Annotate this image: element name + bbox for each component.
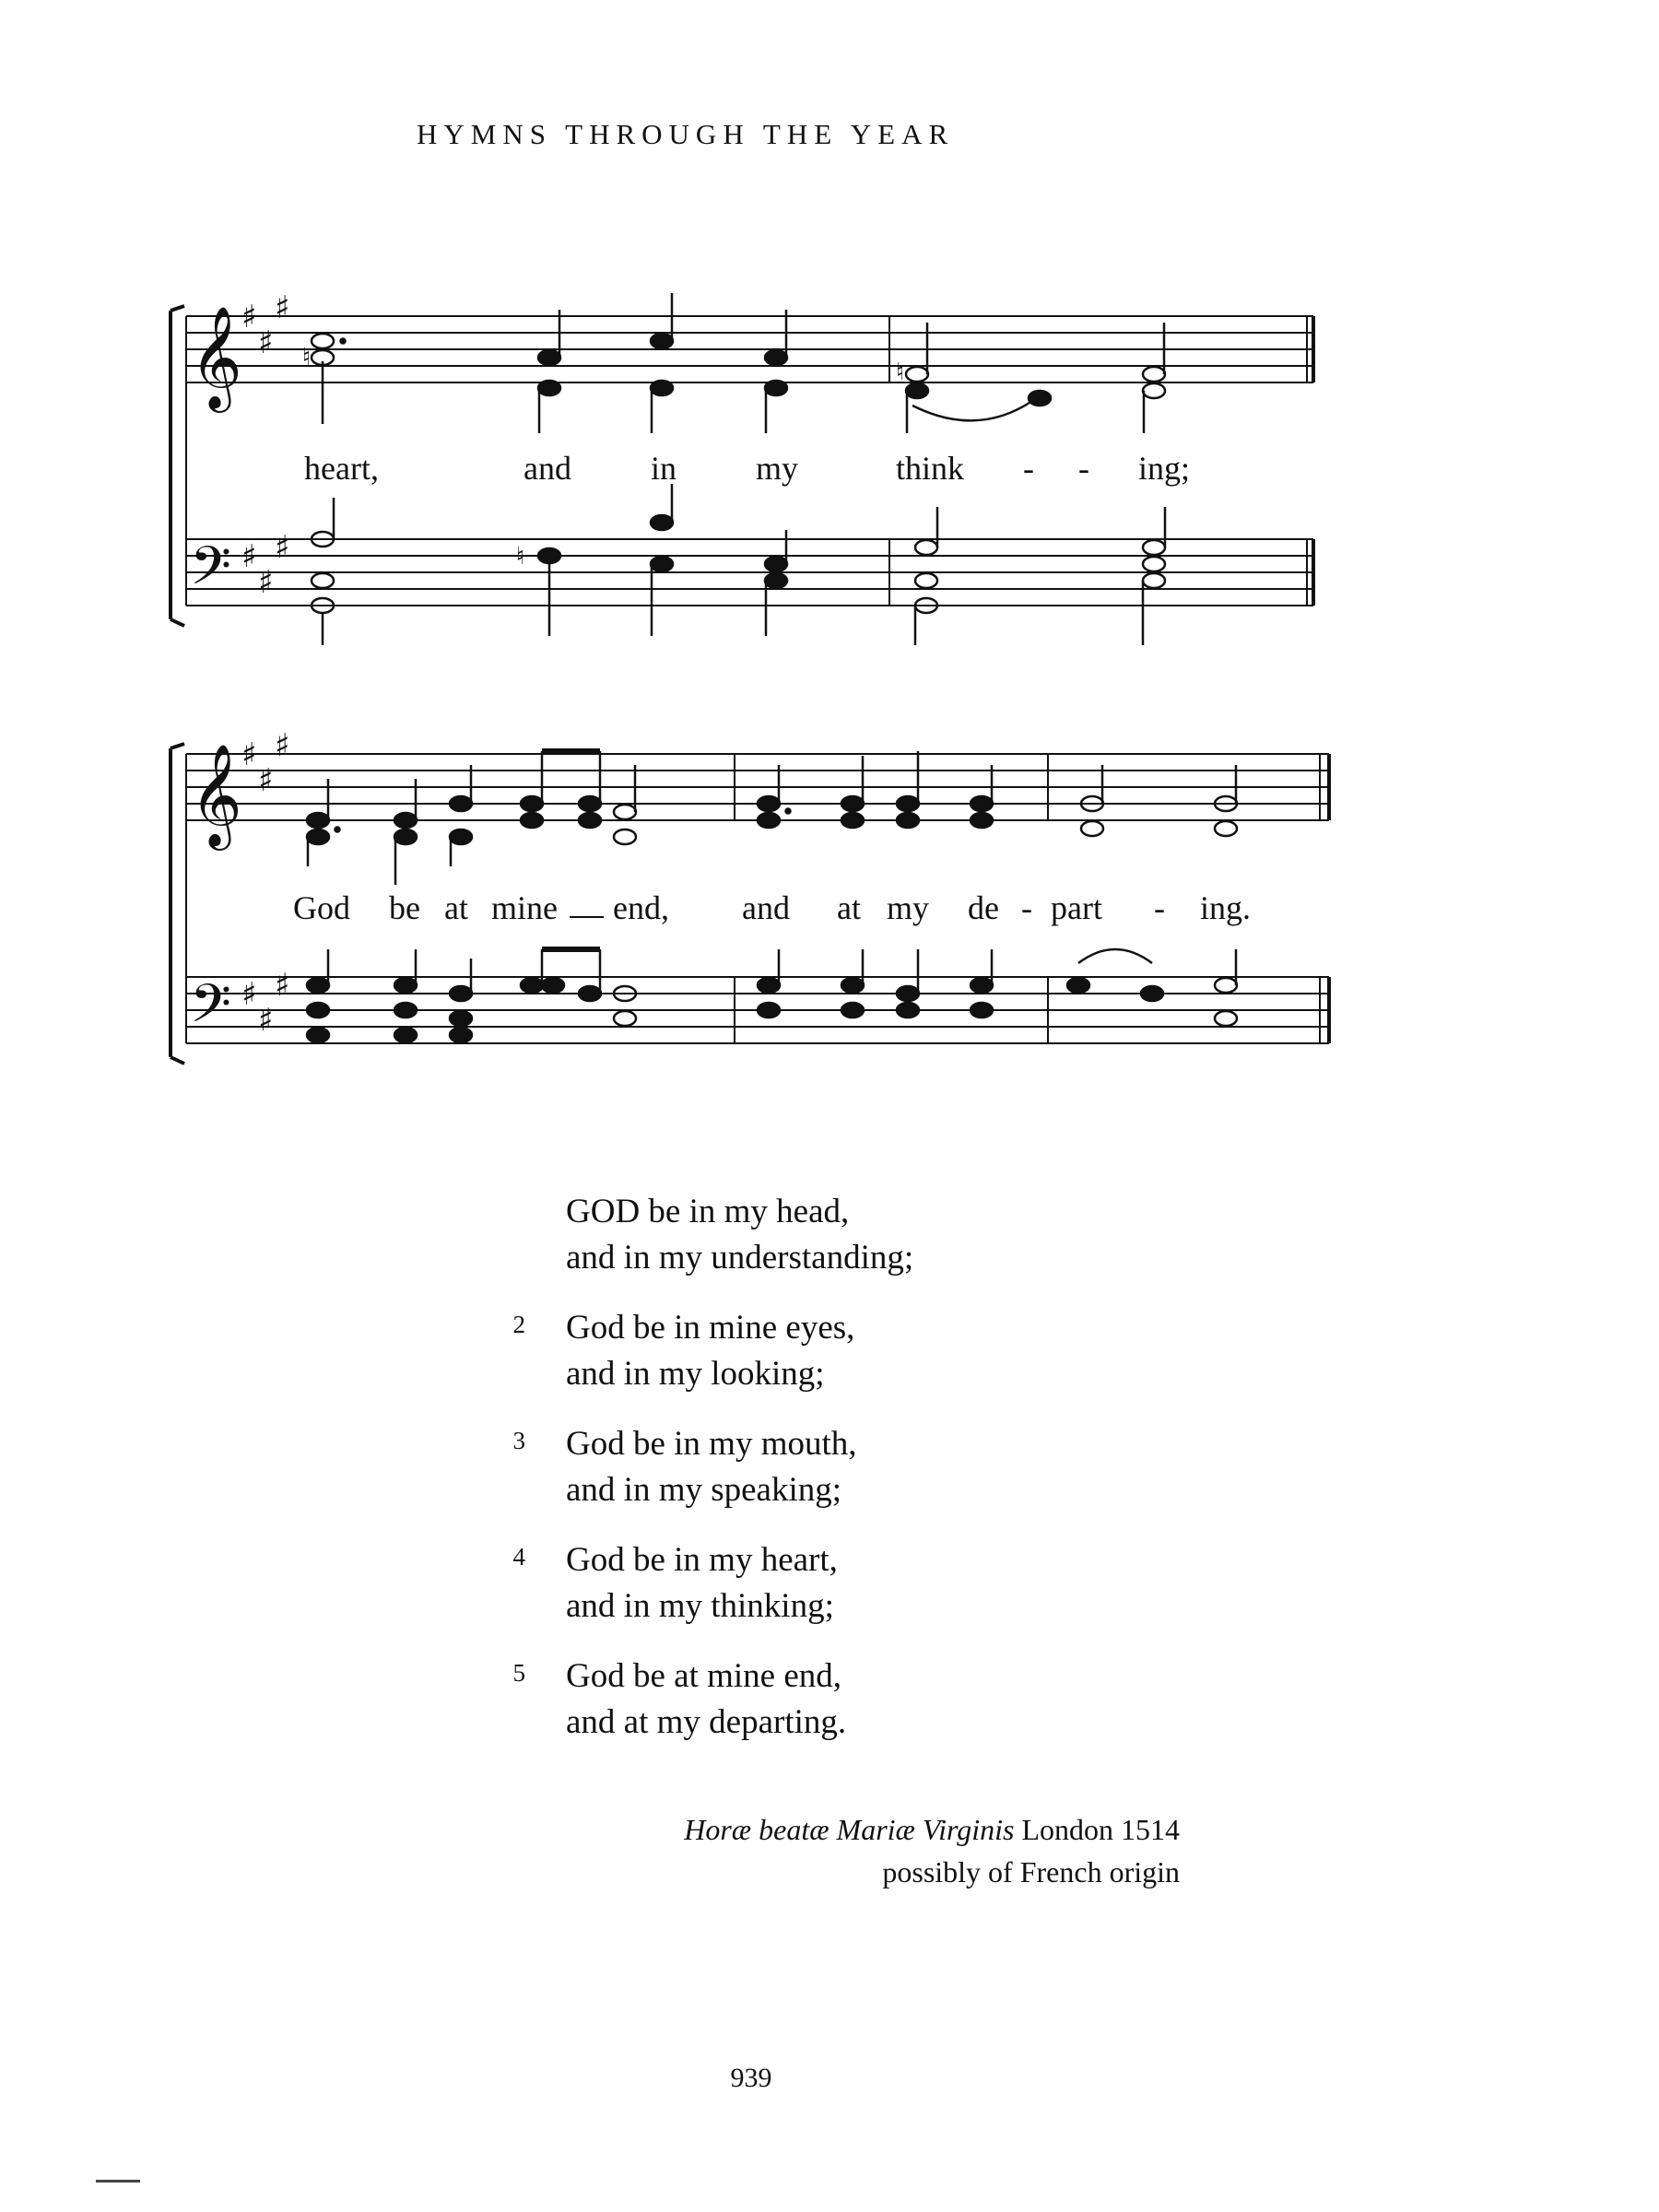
verse-3 bbox=[488, 1421, 1318, 1513]
origin-note: possibly of French origin bbox=[882, 1855, 1180, 1888]
lyric-syllable: God bbox=[293, 889, 350, 926]
lyric-syllable: heart, bbox=[304, 450, 379, 487]
lyric-syllable: my bbox=[887, 889, 930, 926]
key-signature-sharps bbox=[241, 289, 289, 1039]
lyric-syllable: think bbox=[896, 450, 965, 487]
system-2-lyrics bbox=[293, 889, 1251, 926]
svg-text:♯: ♯ bbox=[275, 529, 290, 566]
system-1-notes bbox=[302, 293, 1165, 645]
lyric-syllable: - bbox=[1023, 450, 1034, 487]
source-title: Horæ beatæ Mariæ Virginis bbox=[684, 1813, 1015, 1846]
svg-text:♯: ♯ bbox=[258, 762, 274, 799]
system-1-lyrics bbox=[304, 450, 1190, 487]
verse-number: 3 bbox=[512, 1427, 525, 1454]
lyric-syllable: part bbox=[1051, 889, 1102, 926]
lyric-syllable: ing. bbox=[1200, 889, 1252, 926]
lyric-syllable: ing; bbox=[1138, 450, 1191, 487]
verse-line: God be in my mouth, bbox=[566, 1425, 857, 1463]
verse-number: 4 bbox=[512, 1543, 525, 1571]
verse-line: and in my looking; bbox=[566, 1355, 825, 1393]
page-number: 939 bbox=[730, 2063, 772, 2093]
source-line bbox=[516, 1808, 1180, 1851]
svg-text:♮: ♮ bbox=[516, 543, 525, 570]
svg-text:♯: ♯ bbox=[258, 324, 274, 361]
lyric-syllable: and bbox=[524, 450, 571, 487]
svg-text:♮: ♮ bbox=[302, 344, 312, 371]
system-2-treble-staff bbox=[186, 754, 1329, 820]
svg-text:♯: ♯ bbox=[241, 976, 257, 1013]
verse-line: God be at mine end, bbox=[566, 1657, 841, 1695]
verse-line: GOD be in my head, bbox=[566, 1193, 850, 1230]
treble-clef-icon: 𝄞 bbox=[190, 743, 242, 846]
svg-text:♯: ♯ bbox=[275, 289, 290, 326]
verse-line: and in my understanding; bbox=[566, 1239, 914, 1277]
svg-text:♯: ♯ bbox=[241, 538, 257, 575]
bass-clef-icon: 𝄢 bbox=[190, 535, 232, 610]
bass-clef-icon: 𝄢 bbox=[190, 972, 232, 1048]
lyric-syllable: in bbox=[651, 450, 677, 487]
verse-line: God be in mine eyes, bbox=[566, 1309, 855, 1347]
treble-clef-icon: 𝄞 bbox=[190, 305, 242, 408]
lyric-syllable: at bbox=[837, 889, 861, 926]
lyric-syllable: at bbox=[444, 889, 468, 926]
svg-text:♯: ♯ bbox=[275, 967, 290, 1004]
svg-text:♮: ♮ bbox=[896, 359, 905, 385]
svg-text:♯: ♯ bbox=[258, 564, 274, 601]
verse-5 bbox=[488, 1653, 1318, 1746]
lyric-syllable: - bbox=[1078, 450, 1089, 487]
lyric-syllable: - bbox=[1021, 889, 1032, 926]
scan-corner-mark bbox=[96, 2180, 140, 2183]
lyric-syllable: de bbox=[968, 889, 999, 926]
verse-number: 5 bbox=[512, 1659, 525, 1687]
running-head: HYMNS THROUGH THE YEAR bbox=[417, 118, 955, 150]
svg-text:♯: ♯ bbox=[241, 299, 257, 335]
verse-line: and at my departing. bbox=[566, 1703, 847, 1741]
verse-line: God be in my heart, bbox=[566, 1541, 838, 1579]
svg-text:♯: ♯ bbox=[275, 727, 290, 764]
lyric-syllable: and bbox=[742, 889, 790, 926]
svg-text:♯: ♯ bbox=[241, 736, 257, 773]
lyric-syllable: mine bbox=[491, 889, 558, 926]
lyric-syllable: - bbox=[1154, 889, 1165, 926]
verses bbox=[488, 1189, 1318, 1770]
verse-line: and in my speaking; bbox=[566, 1471, 842, 1509]
lyric-syllable: end, bbox=[613, 889, 669, 926]
lyric-syllable: be bbox=[389, 889, 420, 926]
verse-line: and in my thinking; bbox=[566, 1587, 834, 1625]
lyric-syllable: my bbox=[756, 450, 799, 487]
verse-number: 2 bbox=[512, 1311, 525, 1338]
source-place-year: London 1514 bbox=[1021, 1813, 1180, 1846]
source-attribution bbox=[516, 1808, 1180, 1893]
svg-text:♯: ♯ bbox=[258, 1002, 274, 1039]
verse-4 bbox=[488, 1537, 1318, 1630]
verse-2 bbox=[488, 1305, 1318, 1397]
verse-1 bbox=[488, 1189, 1318, 1281]
